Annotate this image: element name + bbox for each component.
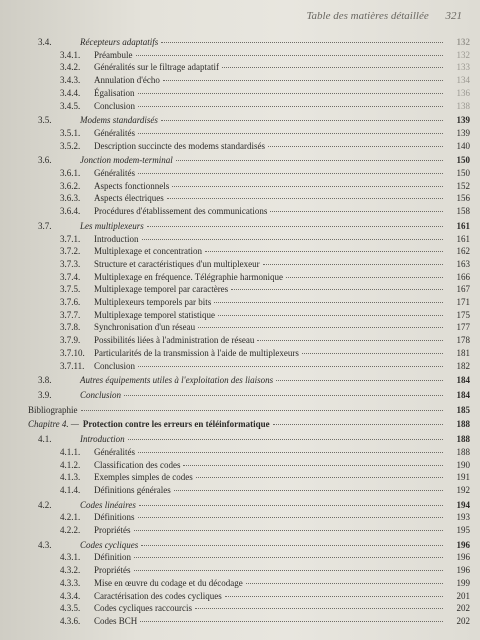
toc-title: Conclusion (94, 100, 136, 111)
leader-dots (138, 452, 443, 453)
leader-dots (198, 327, 443, 328)
chapter-title: Protection contre les erreurs en téléinformatique (82, 419, 270, 430)
toc-subsection-row (28, 309, 470, 322)
leader-dots (270, 211, 443, 212)
toc-section-row (28, 539, 470, 552)
toc-subsection-row (28, 577, 470, 590)
toc-number: 3.4.1. (60, 49, 81, 60)
toc-section-row (28, 433, 470, 446)
toc-subsection-row (28, 167, 470, 180)
toc-subsection-row (28, 471, 470, 484)
toc-page-number: 201 (456, 590, 470, 601)
toc-title: Généralités (94, 446, 135, 457)
toc-number: 3.7.1. (60, 233, 81, 244)
toc-subsection-row (28, 484, 470, 497)
leader-dots (218, 315, 443, 316)
toc-title: Égalisation (94, 87, 135, 98)
toc-number: 4.3.5. (60, 603, 81, 614)
leader-dots (286, 277, 443, 278)
toc-title: Définition (94, 552, 131, 563)
toc-subsection-row (28, 524, 470, 537)
table-of-contents (28, 34, 470, 628)
leader-dots (161, 120, 443, 121)
toc-page-number: 185 (456, 404, 470, 415)
toc-title: Classification des codes (94, 459, 181, 470)
leader-dots (142, 239, 444, 240)
leader-dots (231, 289, 443, 290)
toc-subsection-row (28, 446, 470, 459)
toc-subsection-row (28, 74, 470, 87)
toc-page-number: 158 (456, 206, 470, 217)
leader-dots (172, 186, 443, 187)
toc-number: 3.7. (38, 220, 52, 231)
toc-page-number: 167 (456, 284, 470, 295)
toc-number: 4.1.2. (60, 459, 81, 470)
toc-title: Généralités (94, 127, 135, 138)
toc-page-number: 202 (456, 615, 470, 626)
toc-title: Description succincte des modems standardisés (94, 140, 265, 151)
toc-number: 3.7.4. (60, 271, 81, 282)
toc-title: Introduction (94, 233, 139, 244)
toc-page-number: 188 (456, 446, 470, 457)
toc-page-number: 195 (456, 525, 470, 536)
toc-page-number: 192 (456, 484, 470, 495)
leader-dots (257, 340, 443, 341)
toc-page-number: 163 (456, 258, 470, 269)
toc-number: 3.4. (38, 37, 52, 47)
toc-title: Codes BCH (94, 615, 138, 626)
leader-dots (124, 395, 443, 396)
toc-section-row (28, 36, 470, 49)
toc-page-number: 162 (456, 246, 470, 257)
toc-number: 3.4.4. (60, 87, 81, 98)
toc-subsection-row (28, 347, 470, 360)
leader-dots (302, 353, 443, 354)
toc-page-number: 202 (456, 603, 470, 614)
toc-title: Caractérisation des codes cycliques (94, 590, 222, 601)
toc-number: 3.6.2. (60, 180, 81, 191)
leader-dots (163, 80, 443, 81)
toc-page-number: 132 (456, 37, 470, 47)
toc-number: 3.5. (38, 115, 52, 126)
toc-page-number: 138 (456, 100, 470, 111)
toc-page-number: 136 (456, 87, 470, 98)
toc-title: Particularités de la transmission à l'aide de multiplexeurs (94, 347, 299, 358)
toc-page-number: 196 (456, 539, 470, 550)
leader-dots (222, 67, 443, 68)
toc-page-number: 191 (456, 472, 470, 483)
toc-title: Bibliographie (28, 404, 78, 415)
leader-dots (138, 366, 443, 367)
toc-subsection-row (28, 564, 470, 577)
toc-subsection-row (28, 459, 470, 472)
toc-subsection-row (28, 100, 470, 113)
leader-dots (183, 465, 443, 466)
leader-dots (134, 530, 444, 531)
toc-number: 3.7.8. (60, 322, 81, 333)
toc-title: Multiplexage temporel statistique (94, 309, 215, 320)
toc-page-number: 190 (456, 459, 470, 470)
toc-title: Mise en œuvre du codage et du décodage (94, 577, 243, 588)
toc-title: Possibilités liées à l'administration de réseau (94, 335, 255, 346)
leader-dots (273, 424, 443, 425)
toc-page-number: 178 (456, 335, 470, 346)
toc-page-number: 150 (456, 155, 470, 166)
toc-title: Codes cycliques raccourcis (94, 603, 192, 614)
toc-title: Définitions générales (94, 484, 171, 495)
toc-subsection-row (28, 127, 470, 140)
leader-dots (138, 517, 444, 518)
toc-page-number: 161 (456, 220, 470, 231)
leader-dots (167, 198, 443, 199)
toc-page-number: 132 (456, 49, 470, 60)
toc-number: 3.4.2. (60, 62, 81, 73)
toc-page-number: 177 (456, 322, 470, 333)
leader-dots (134, 570, 444, 571)
leader-dots (268, 146, 443, 147)
toc-number: 4.1.4. (60, 484, 81, 495)
toc-number: 4.3.1. (60, 552, 81, 563)
leader-dots (225, 596, 443, 597)
toc-subsection-row (28, 87, 470, 100)
leader-dots (136, 55, 444, 56)
leader-dots (214, 302, 443, 303)
toc-number: 3.7.3. (60, 258, 81, 269)
leader-dots (134, 557, 443, 558)
toc-title: Annulation d'écho (94, 75, 160, 86)
toc-subsection-row (28, 192, 470, 205)
toc-number: 3.7.11. (60, 360, 85, 371)
toc-page-number: 171 (456, 297, 470, 308)
toc-number: 3.9. (38, 389, 52, 400)
toc-number: 4.1.1. (60, 446, 81, 457)
toc-number: 3.4.5. (60, 100, 81, 111)
toc-number: 4.3.4. (60, 590, 81, 601)
toc-page-number: 196 (456, 565, 470, 576)
toc-title: Modems standardisés (80, 115, 158, 126)
leader-dots (246, 583, 443, 584)
toc-number: 4.2. (38, 499, 52, 510)
leader-dots (138, 173, 443, 174)
toc-subsection-row (28, 590, 470, 603)
toc-section-row (28, 220, 470, 233)
toc-subsection-row (28, 245, 470, 258)
toc-title: Conclusion (94, 360, 136, 371)
toc-page-number: 152 (456, 180, 470, 191)
toc-subsection-row (28, 233, 470, 246)
toc-subsection-row (28, 511, 470, 524)
toc-subsection-row (28, 180, 470, 193)
toc-title: Propriétés (94, 525, 131, 536)
toc-number: 3.7.6. (60, 297, 81, 308)
toc-title: Codes linéaires (80, 499, 136, 510)
toc-page-number: 133 (456, 62, 470, 73)
toc-page-number: 175 (456, 309, 470, 320)
toc-number: 3.5.1. (60, 127, 81, 138)
toc-page-number: 193 (456, 512, 470, 523)
leader-dots (128, 439, 443, 440)
toc-title (28, 418, 270, 431)
leader-dots (140, 621, 443, 622)
toc-number: 3.7.10. (60, 347, 85, 358)
leader-dots (276, 380, 443, 381)
leader-dots (161, 42, 443, 43)
toc-page-number: 188 (456, 434, 470, 445)
chapter-label: Chapitre 4. — (28, 419, 79, 430)
toc-subsection-row (28, 334, 470, 347)
running-header (306, 10, 462, 22)
toc-number: 3.6.3. (60, 193, 81, 204)
toc-number: 3.6.4. (60, 206, 81, 217)
toc-page-number: 156 (456, 193, 470, 204)
toc-number: 4.3.3. (60, 577, 81, 588)
toc-section-row (28, 499, 470, 512)
toc-number: 4.1.3. (60, 472, 81, 483)
toc-number: 3.6. (38, 155, 52, 166)
toc-page-number: 139 (456, 115, 470, 126)
toc-page-number: 184 (456, 389, 470, 400)
toc-page-number: 139 (456, 127, 470, 138)
leader-dots (138, 106, 443, 107)
toc-subsection-row (28, 296, 470, 309)
toc-title: Récepteurs adaptatifs (80, 37, 159, 47)
toc-page-number: 188 (456, 419, 470, 430)
toc-page-number: 161 (456, 233, 470, 244)
toc-page-number: 166 (456, 271, 470, 282)
leader-dots (176, 160, 443, 161)
toc-title: Les multiplexeurs (80, 220, 144, 231)
leader-dots (81, 410, 444, 411)
leader-dots (139, 505, 443, 506)
toc-page-number: 184 (456, 375, 470, 386)
toc-number: 3.5.2. (60, 140, 81, 151)
leader-dots (141, 545, 443, 546)
leader-dots (195, 608, 443, 609)
leader-dots (138, 133, 443, 134)
toc-title: Autres équipements utiles à l'exploitation des liaisons (80, 375, 274, 386)
toc-subsection-row (28, 271, 470, 284)
toc-subsection-row (28, 258, 470, 271)
toc-chapter-row (28, 418, 470, 431)
toc-page-number: 140 (456, 140, 470, 151)
toc-subsection-row (28, 551, 470, 564)
toc-number: 4.1. (38, 434, 52, 445)
toc-subsection-row (28, 321, 470, 334)
running-title: Table des matières détaillée (306, 10, 429, 22)
toc-number: 3.6.1. (60, 168, 81, 179)
toc-section-row (28, 389, 470, 402)
toc-number: 4.3.6. (60, 615, 81, 626)
toc-title: Synchronisation d'un réseau (94, 322, 196, 333)
toc-page-number: 196 (456, 552, 470, 563)
leader-dots (205, 251, 443, 252)
toc-number: 4.2.1. (60, 512, 81, 523)
toc-page-number: 181 (456, 347, 470, 358)
toc-number: 4.3.2. (60, 565, 81, 576)
toc-number: 3.8. (38, 375, 52, 386)
toc-subsection-row (28, 205, 470, 218)
toc-title: Généralités sur le filtrage adaptatif (94, 62, 219, 73)
toc-title: Aspects électriques (94, 193, 164, 204)
toc-subsection-row (28, 360, 470, 373)
toc-page-number: 199 (456, 577, 470, 588)
toc-title: Aspects fonctionnels (94, 180, 170, 191)
toc-number: 3.7.5. (60, 284, 81, 295)
toc-title: Préambule (94, 49, 133, 60)
toc-title: Multiplexage en fréquence. Télégraphie harmonique (94, 271, 284, 282)
toc-section-row (28, 154, 470, 167)
toc-subsection-row (28, 283, 470, 296)
toc-number: 4.3. (38, 539, 52, 550)
leader-dots (196, 477, 443, 478)
toc-section-row (28, 374, 470, 387)
toc-title: Codes cycliques (80, 539, 139, 550)
toc-subsection-row (28, 602, 470, 615)
leader-dots (263, 264, 443, 265)
toc-title: Définitions (94, 512, 135, 523)
toc-title: Multiplexage et concentration (94, 246, 202, 257)
leader-dots (138, 93, 444, 94)
toc-subsection-row (28, 140, 470, 153)
leader-dots (174, 490, 443, 491)
toc-number: 3.7.7. (60, 309, 81, 320)
toc-number: 4.2.2. (60, 525, 81, 536)
toc-page-number: 194 (456, 499, 470, 510)
toc-title: Procédures d'établissement des communications (94, 206, 268, 217)
toc-title: Propriétés (94, 565, 131, 576)
toc-number: 3.7.2. (60, 246, 81, 257)
toc-subsection-row (28, 49, 470, 62)
toc-section-row (28, 114, 470, 127)
toc-title: Jonction modem-terminal (80, 155, 173, 166)
toc-subsection-row (28, 615, 470, 628)
toc-chapter-row (28, 404, 470, 417)
toc-title: Multiplexeurs temporels par bits (94, 297, 212, 308)
toc-title: Généralités (94, 168, 135, 179)
toc-subsection-row (28, 61, 470, 74)
leader-dots (147, 226, 443, 227)
toc-title: Structure et caractéristiques d'un multiplexeur (94, 258, 260, 269)
toc-title: Multiplexage temporel par caractères (94, 284, 229, 295)
toc-number: 3.4.3. (60, 75, 81, 86)
toc-title: Exemples simples de codes (94, 472, 193, 483)
toc-title: Introduction (80, 434, 125, 445)
toc-page-number: 150 (456, 168, 470, 179)
toc-page-number: 182 (456, 360, 470, 371)
toc-page-number: 134 (456, 75, 470, 86)
toc-title: Conclusion (80, 389, 122, 400)
header-page-number: 321 (445, 10, 462, 22)
toc-number: 3.7.9. (60, 335, 81, 346)
